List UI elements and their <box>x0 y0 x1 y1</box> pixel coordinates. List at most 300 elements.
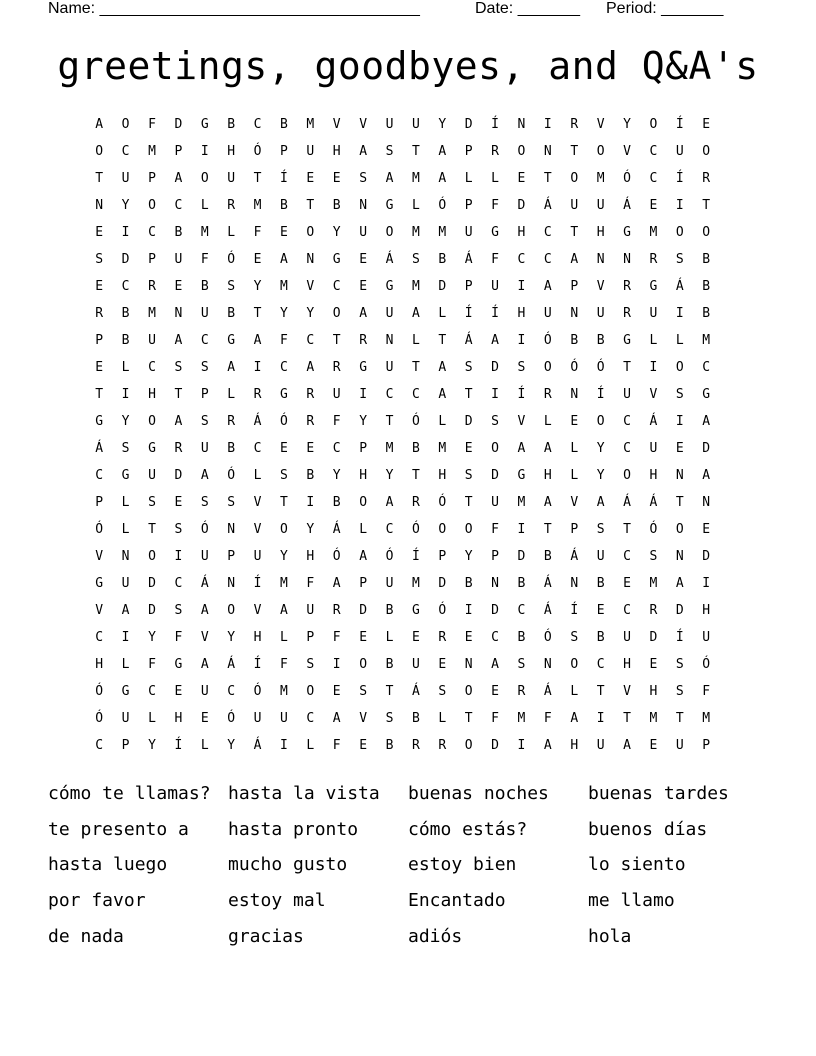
grid-letter: E <box>95 225 104 240</box>
grid-letter: E <box>702 117 711 132</box>
grid-letter: A <box>385 171 394 186</box>
grid-letter: H <box>517 306 526 321</box>
grid-letter: O <box>702 225 711 240</box>
grid-letter: F <box>543 711 552 726</box>
grid-letter: L <box>280 630 288 645</box>
grid-letter: S <box>517 360 526 375</box>
grid-letter: U <box>385 117 394 132</box>
grid-row <box>86 732 732 759</box>
grid-letter: M <box>438 441 447 456</box>
grid-letter: F <box>200 252 209 267</box>
grid-letter: B <box>332 495 341 510</box>
grid-letter: E <box>359 738 368 753</box>
grid-letter: A <box>227 360 236 375</box>
grid-letter: I <box>517 738 526 753</box>
grid-letter: H <box>359 468 368 483</box>
grid-letter: A <box>174 333 183 348</box>
grid-letter: T <box>464 711 473 726</box>
grid-letter: S <box>464 468 473 483</box>
grid-letter: S <box>491 414 499 429</box>
word-list-item: buenas noches <box>408 783 549 804</box>
grid-letter: M <box>280 576 288 591</box>
grid-letter: H <box>623 657 631 672</box>
grid-letter: E <box>464 441 473 456</box>
grid-row <box>86 111 732 138</box>
grid-letter: I <box>332 657 341 672</box>
grid-letter: O <box>543 360 552 375</box>
grid-letter: L <box>570 441 579 456</box>
grid-letter: U <box>596 306 605 321</box>
grid-letter: O <box>596 414 605 429</box>
grid-letter: C <box>95 630 104 645</box>
grid-letter: M <box>280 684 288 699</box>
grid-letter: M <box>411 171 420 186</box>
grid-letter: U <box>121 576 130 591</box>
grid-letter: S <box>675 684 684 699</box>
grid-letter: G <box>174 657 183 672</box>
grid-letter: B <box>702 306 711 321</box>
grid-letter: T <box>385 414 394 429</box>
grid-letter: R <box>95 306 104 321</box>
grid-letter: Á <box>649 414 658 429</box>
grid-letter: L <box>121 657 130 672</box>
grid-letter: D <box>148 603 156 618</box>
grid-letter: O <box>200 171 209 186</box>
grid-letter: D <box>464 117 473 132</box>
grid-letter: Á <box>649 495 658 510</box>
grid-letter: F <box>332 738 341 753</box>
grid-letter: O <box>675 522 684 537</box>
grid-letter: C <box>306 711 315 726</box>
grid-letter: F <box>280 333 288 348</box>
grid-letter: A <box>543 279 552 294</box>
grid-letter: I <box>121 225 130 240</box>
grid-letter: M <box>649 576 658 591</box>
grid-letter: A <box>438 387 447 402</box>
grid-letter: T <box>543 171 552 186</box>
grid-letter: P <box>148 252 156 267</box>
grid-letter: U <box>200 549 209 564</box>
grid-letter: U <box>253 711 262 726</box>
grid-letter: M <box>702 711 711 726</box>
grid-letter: D <box>491 603 499 618</box>
grid-letter: O <box>438 522 447 537</box>
grid-letter: Ó <box>95 711 104 726</box>
grid-letter: C <box>280 360 288 375</box>
grid-letter: C <box>623 549 631 564</box>
grid-letter: O <box>464 522 473 537</box>
grid-letter: F <box>253 225 262 240</box>
grid-letter: B <box>227 306 236 321</box>
grid-letter: R <box>227 198 236 213</box>
grid-letter: C <box>332 279 341 294</box>
grid-letter: V <box>253 495 262 510</box>
grid-letter: L <box>306 738 315 753</box>
grid-row <box>86 138 732 165</box>
word-list-item: me llamo <box>588 890 675 912</box>
grid-letter: Y <box>227 738 236 753</box>
grid-letter: I <box>253 360 262 375</box>
grid-letter: R <box>359 333 368 348</box>
grid-letter: S <box>174 360 183 375</box>
grid-letter: L <box>570 468 579 483</box>
grid-letter: B <box>227 117 236 132</box>
grid-letter: H <box>517 225 526 240</box>
grid-row <box>86 435 732 462</box>
grid-letter: D <box>702 549 711 564</box>
grid-letter: O <box>280 522 288 537</box>
grid-letter: E <box>280 441 288 456</box>
grid-letter: A <box>543 738 552 753</box>
grid-letter: Í <box>570 603 579 618</box>
grid-letter: U <box>702 630 711 645</box>
grid-letter: N <box>491 576 499 591</box>
grid-letter: N <box>517 117 526 132</box>
word-list-item: cómo estás? <box>408 818 528 840</box>
grid-letter: C <box>649 144 658 159</box>
grid-letter: I <box>596 711 605 726</box>
date-field-label: Date: _______ <box>475 0 580 17</box>
grid-letter: Ó <box>543 630 552 645</box>
grid-letter: U <box>200 441 209 456</box>
grid-letter: B <box>411 711 420 726</box>
grid-letter: U <box>570 198 579 213</box>
grid-letter: R <box>438 630 447 645</box>
grid-letter: F <box>280 657 288 672</box>
word-list-item: estoy mal <box>228 890 326 912</box>
grid-letter: A <box>280 252 288 267</box>
grid-letter: B <box>570 333 579 348</box>
grid-letter: L <box>253 468 262 483</box>
grid-letter: C <box>649 171 658 186</box>
grid-letter: P <box>306 630 315 645</box>
grid-letter: Á <box>570 549 579 564</box>
grid-letter: G <box>491 225 499 240</box>
grid-letter: H <box>253 630 262 645</box>
grid-letter: A <box>596 495 605 510</box>
grid-letter: A <box>517 441 526 456</box>
grid-letter: O <box>121 117 130 132</box>
grid-letter: L <box>649 333 658 348</box>
grid-letter: O <box>227 603 236 618</box>
grid-letter: V <box>253 522 262 537</box>
grid-letter: A <box>702 414 711 429</box>
grid-letter: U <box>385 360 394 375</box>
grid-letter: Ó <box>385 549 394 564</box>
grid-letter: P <box>174 144 183 159</box>
grid-letter: S <box>464 360 473 375</box>
grid-letter: M <box>517 711 526 726</box>
grid-letter: U <box>464 225 473 240</box>
grid-letter: R <box>623 306 631 321</box>
grid-letter: Ó <box>253 684 262 699</box>
grid-letter: U <box>306 603 315 618</box>
grid-letter: N <box>543 657 552 672</box>
grid-letter: P <box>359 441 368 456</box>
grid-letter: Á <box>675 279 684 294</box>
grid-letter: C <box>95 468 104 483</box>
grid-letter: V <box>649 387 658 402</box>
grid-letter: C <box>596 657 605 672</box>
name-field-label: Name: ____________________________________ <box>48 0 420 17</box>
grid-letter: N <box>227 576 236 591</box>
grid-letter: P <box>702 738 711 753</box>
grid-letter: M <box>148 306 156 321</box>
grid-letter: A <box>438 144 447 159</box>
grid-letter: P <box>359 576 368 591</box>
grid-letter: M <box>438 225 447 240</box>
grid-letter: S <box>227 279 236 294</box>
grid-letter: I <box>517 333 526 348</box>
grid-letter: U <box>649 441 658 456</box>
grid-letter: O <box>675 225 684 240</box>
word-list-item: de nada <box>48 925 124 947</box>
grid-letter: I <box>280 738 288 753</box>
grid-letter: G <box>411 603 420 618</box>
grid-letter: U <box>623 630 631 645</box>
grid-letter: R <box>174 441 183 456</box>
grid-letter: S <box>280 468 288 483</box>
grid-letter: C <box>227 684 236 699</box>
grid-letter: F <box>491 252 499 267</box>
grid-letter: A <box>359 144 368 159</box>
grid-letter: Í <box>675 117 684 132</box>
grid-letter: D <box>121 252 130 267</box>
grid-letter: V <box>596 279 605 294</box>
grid-letter: O <box>359 657 368 672</box>
grid-letter: Y <box>306 522 315 537</box>
grid-letter: Y <box>227 630 236 645</box>
grid-letter: U <box>280 711 288 726</box>
grid-letter: U <box>253 549 262 564</box>
grid-letter: A <box>543 495 552 510</box>
grid-letter: P <box>464 198 473 213</box>
grid-letter: E <box>332 171 341 186</box>
grid-letter: P <box>121 738 130 753</box>
grid-letter: P <box>438 549 447 564</box>
grid-letter: U <box>543 306 552 321</box>
grid-letter: D <box>438 576 447 591</box>
grid-letter: E <box>174 684 183 699</box>
grid-letter: C <box>121 144 130 159</box>
grid-row <box>86 462 732 489</box>
grid-row <box>86 678 732 705</box>
grid-letter: F <box>491 711 499 726</box>
grid-letter: M <box>411 576 420 591</box>
grid-letter: C <box>623 603 631 618</box>
grid-letter: S <box>675 387 684 402</box>
grid-letter: S <box>517 657 526 672</box>
grid-letter: Ó <box>280 414 288 429</box>
grid-letter: S <box>359 171 368 186</box>
grid-letter: R <box>332 360 341 375</box>
grid-letter: U <box>491 495 499 510</box>
grid-letter: I <box>675 414 684 429</box>
grid-letter: U <box>675 738 684 753</box>
grid-letter: C <box>517 252 526 267</box>
grid-letter: O <box>385 225 394 240</box>
grid-letter: I <box>702 576 711 591</box>
grid-letter: Á <box>332 522 341 537</box>
grid-letter: T <box>570 144 579 159</box>
grid-letter: Y <box>359 414 368 429</box>
grid-letter: N <box>227 522 236 537</box>
grid-letter: E <box>649 657 658 672</box>
grid-letter: Y <box>121 414 130 429</box>
grid-letter: H <box>649 684 658 699</box>
grid-letter: H <box>95 657 104 672</box>
grid-letter: C <box>95 738 104 753</box>
grid-letter: E <box>332 684 341 699</box>
grid-letter: U <box>121 171 130 186</box>
grid-letter: V <box>596 117 605 132</box>
grid-letter: G <box>359 360 368 375</box>
grid-letter: Y <box>332 468 341 483</box>
grid-letter: S <box>174 522 183 537</box>
grid-letter: U <box>227 171 236 186</box>
grid-letter: M <box>200 225 209 240</box>
grid-letter: Ó <box>411 414 420 429</box>
grid-letter: I <box>121 387 130 402</box>
grid-letter: C <box>148 684 156 699</box>
grid-letter: L <box>200 198 209 213</box>
grid-letter: S <box>385 711 394 726</box>
grid-letter: F <box>332 630 341 645</box>
grid-letter: C <box>411 387 420 402</box>
grid-letter: S <box>570 630 579 645</box>
grid-letter: S <box>596 522 605 537</box>
grid-letter: B <box>385 603 394 618</box>
grid-letter: Ó <box>411 522 420 537</box>
grid-letter: A <box>702 468 711 483</box>
grid-row <box>86 219 732 246</box>
grid-letter: S <box>675 252 684 267</box>
grid-letter: S <box>227 495 236 510</box>
grid-letter: O <box>148 549 156 564</box>
grid-letter: E <box>702 522 711 537</box>
grid-letter: L <box>200 738 209 753</box>
grid-letter: E <box>649 738 658 753</box>
grid-letter: P <box>570 279 579 294</box>
grid-letter: P <box>280 144 288 159</box>
grid-letter: G <box>148 441 156 456</box>
grid-letter: R <box>491 144 499 159</box>
grid-letter: B <box>306 468 315 483</box>
grid-letter: L <box>385 630 394 645</box>
grid-letter: L <box>438 711 447 726</box>
grid-letter: T <box>411 360 420 375</box>
grid-letter: C <box>174 576 183 591</box>
grid-letter: D <box>517 549 526 564</box>
grid-letter: V <box>570 495 579 510</box>
grid-letter: C <box>253 441 262 456</box>
grid-letter: L <box>675 333 684 348</box>
grid-letter: D <box>148 576 156 591</box>
grid-row <box>86 543 732 570</box>
grid-letter: N <box>702 495 711 510</box>
grid-letter: H <box>543 468 552 483</box>
grid-letter: E <box>359 630 368 645</box>
grid-letter: A <box>491 333 499 348</box>
grid-letter: S <box>438 684 447 699</box>
grid-letter: V <box>623 144 631 159</box>
grid-letter: N <box>675 468 684 483</box>
grid-row <box>86 705 732 732</box>
grid-letter: G <box>95 414 104 429</box>
word-list-item: lo siento <box>588 854 686 876</box>
grid-letter: B <box>702 279 711 294</box>
period-field-label: Period: _______ <box>606 0 724 17</box>
grid-letter: U <box>411 657 420 672</box>
grid-letter: R <box>649 603 658 618</box>
grid-letter: T <box>253 171 262 186</box>
grid-letter: U <box>332 387 341 402</box>
grid-letter: Í <box>491 117 499 132</box>
grid-letter: T <box>174 387 183 402</box>
grid-letter: D <box>491 738 499 753</box>
grid-letter: O <box>702 144 711 159</box>
grid-letter: M <box>649 225 658 240</box>
grid-letter: N <box>570 576 579 591</box>
grid-letter: T <box>596 684 605 699</box>
grid-letter: O <box>464 684 473 699</box>
grid-letter: E <box>491 684 499 699</box>
grid-letter: A <box>200 657 209 672</box>
grid-letter: H <box>649 468 658 483</box>
grid-letter: T <box>385 684 394 699</box>
grid-letter: Á <box>411 684 420 699</box>
grid-letter: Í <box>596 387 605 402</box>
grid-letter: G <box>623 333 631 348</box>
grid-letter: T <box>464 387 473 402</box>
grid-letter: E <box>95 279 104 294</box>
grid-letter: R <box>411 495 420 510</box>
grid-letter: Á <box>464 252 473 267</box>
grid-letter: B <box>702 252 711 267</box>
grid-letter: L <box>227 225 236 240</box>
grid-letter: Ó <box>649 522 658 537</box>
grid-letter: M <box>596 171 605 186</box>
grid-letter: D <box>438 279 447 294</box>
grid-letter: I <box>491 387 499 402</box>
grid-letter: F <box>491 198 499 213</box>
grid-letter: R <box>570 117 579 132</box>
grid-letter: G <box>227 333 236 348</box>
grid-letter: Í <box>280 171 288 186</box>
grid-letter: Á <box>253 738 262 753</box>
grid-letter: Y <box>148 630 156 645</box>
grid-letter: Á <box>623 495 631 510</box>
grid-letter: S <box>200 414 209 429</box>
grid-letter: I <box>174 549 183 564</box>
grid-letter: Á <box>200 576 209 591</box>
grid-letter: T <box>438 333 447 348</box>
grid-letter: U <box>174 252 183 267</box>
grid-letter: N <box>359 198 368 213</box>
grid-letter: D <box>702 441 711 456</box>
grid-letter: O <box>359 495 368 510</box>
grid-letter: N <box>596 252 605 267</box>
word-list <box>48 778 788 956</box>
grid-row <box>86 381 732 408</box>
grid-letter: D <box>491 360 499 375</box>
grid-letter: N <box>464 657 473 672</box>
grid-letter: Á <box>543 603 552 618</box>
grid-letter: L <box>148 711 156 726</box>
grid-letter: P <box>200 387 209 402</box>
grid-letter: S <box>675 657 684 672</box>
grid-letter: H <box>702 603 711 618</box>
